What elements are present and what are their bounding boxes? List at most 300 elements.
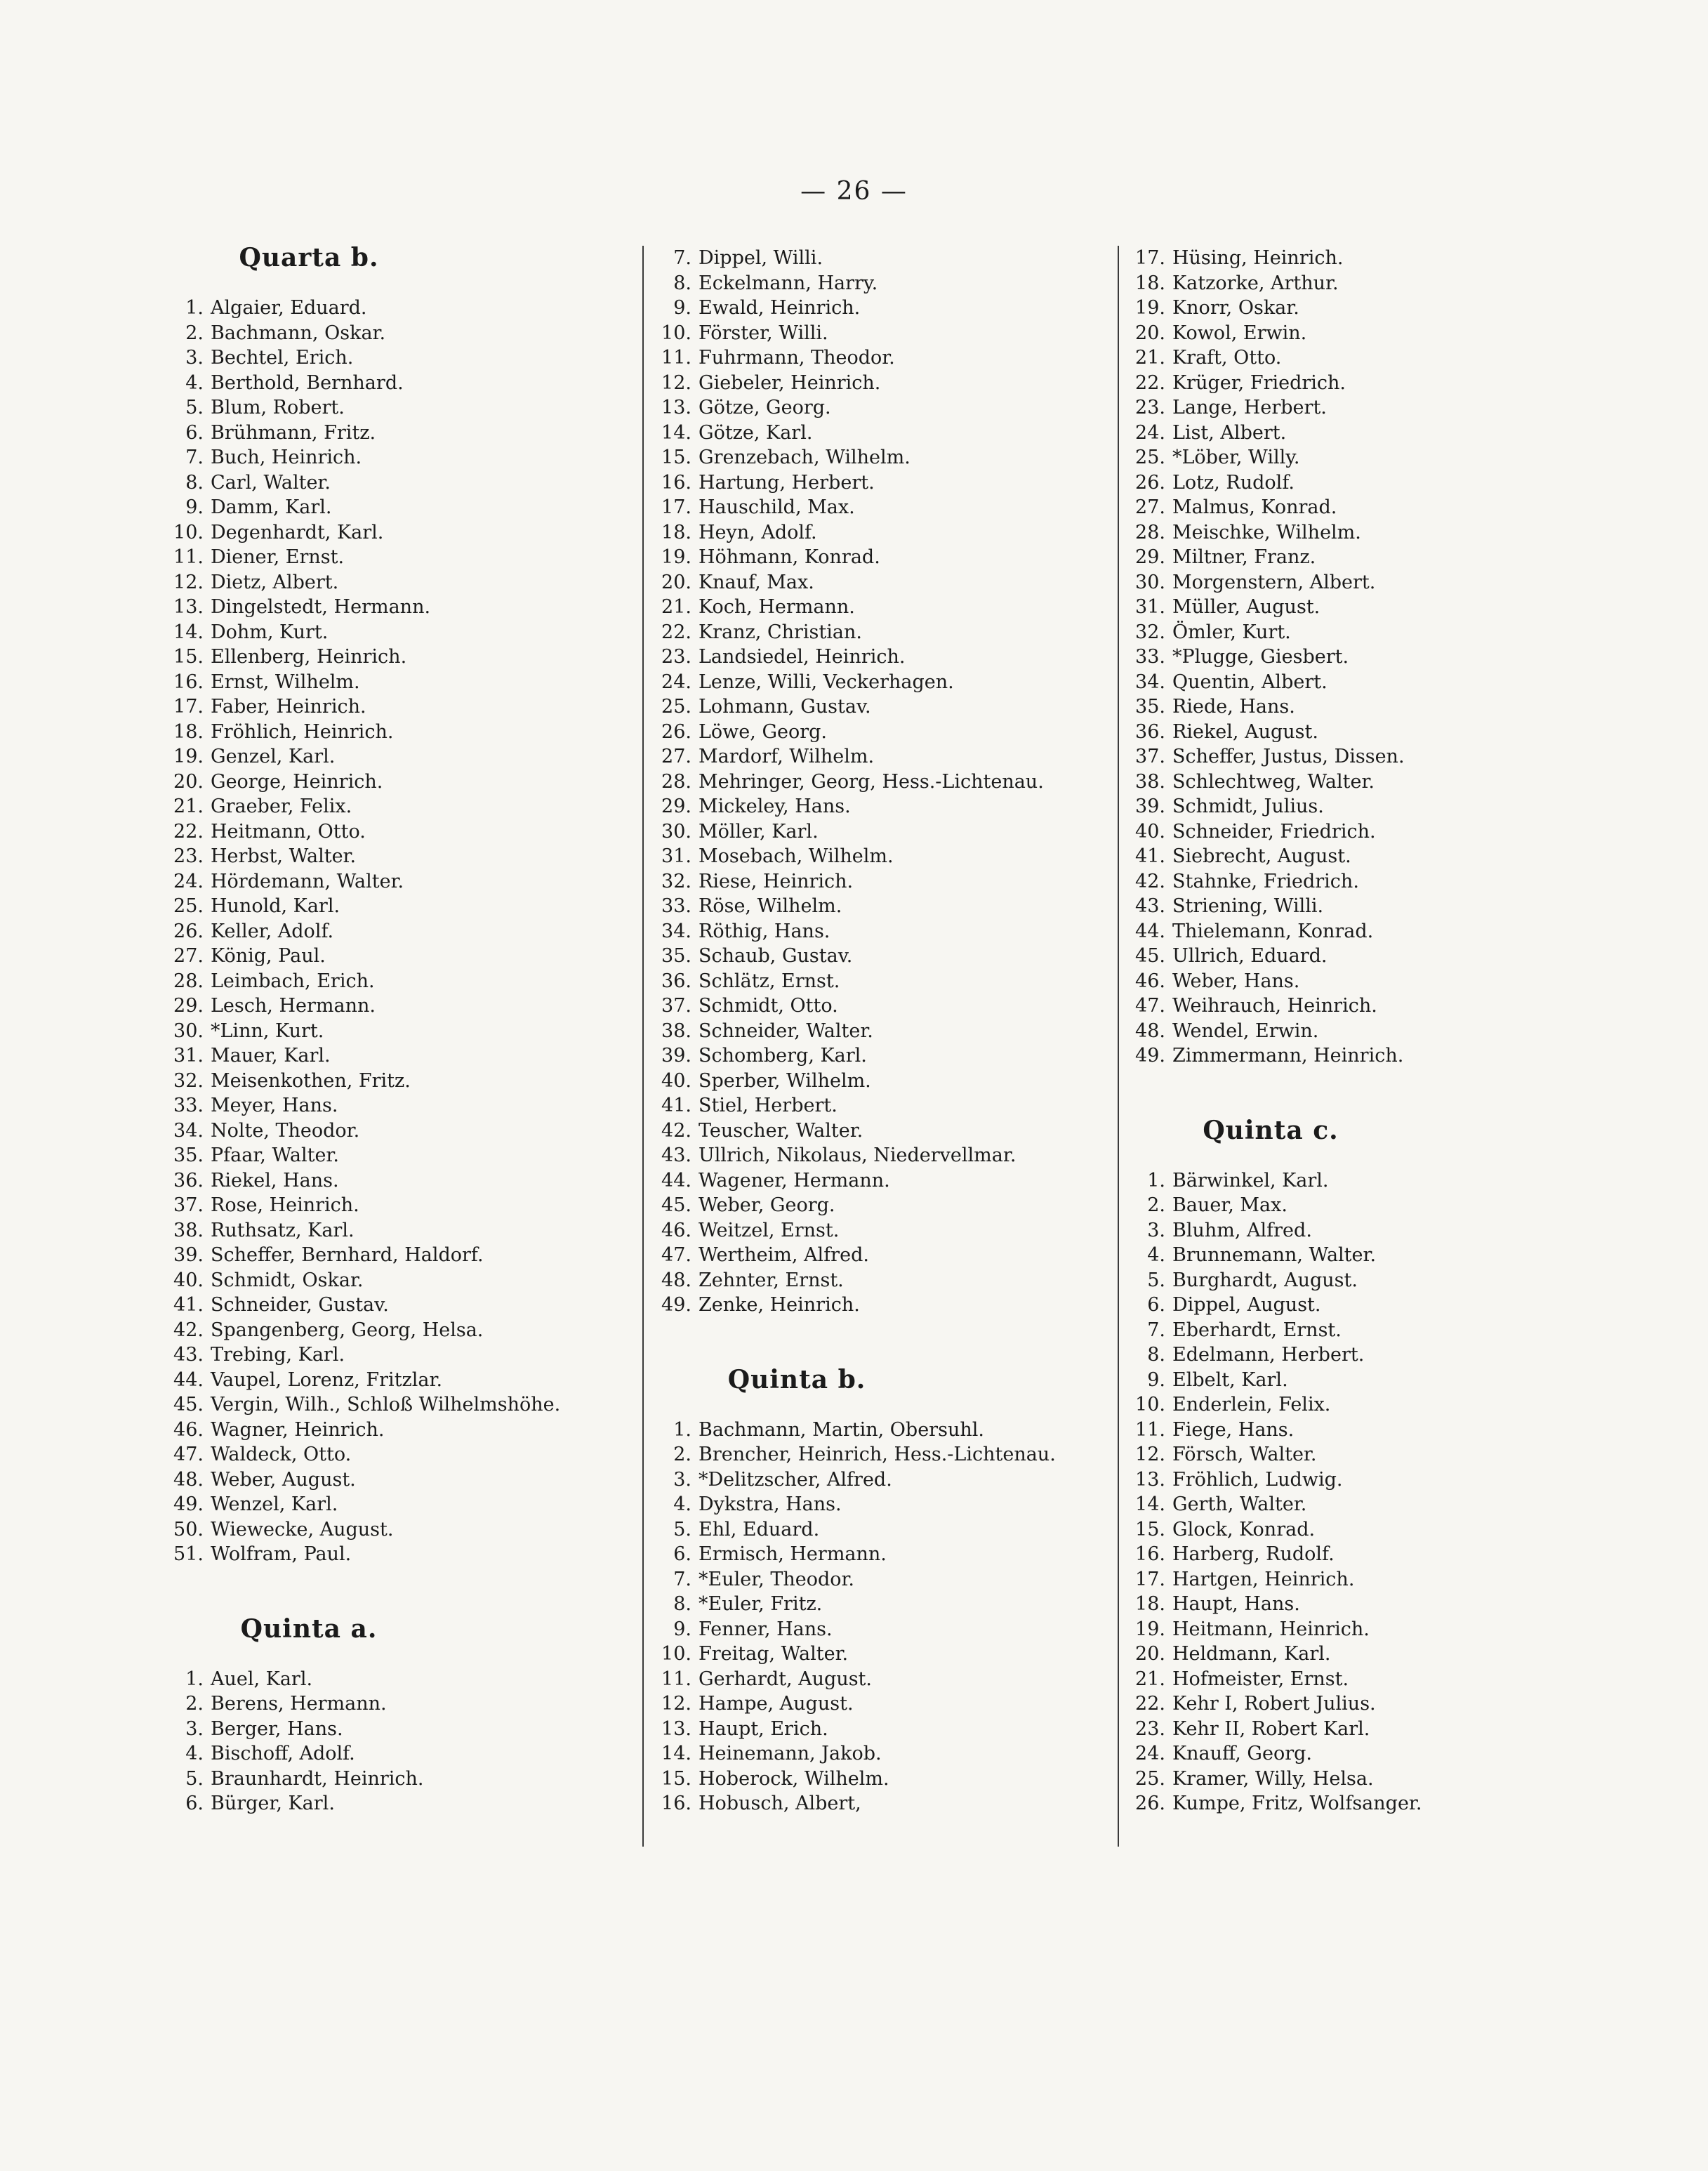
entry-number: 16.	[1135, 1543, 1165, 1565]
entry-number: 32.	[1135, 621, 1165, 643]
entry-name: Hunold, Karl.	[211, 895, 340, 917]
entry-name: Bachmann, Martin, Obersuhl.	[699, 1418, 984, 1441]
entry-number: 23.	[173, 845, 204, 867]
list-item	[147, 495, 653, 520]
entry-name: Lesch, Hermann.	[211, 995, 376, 1017]
list-item	[635, 1691, 1127, 1717]
entry-name: Ellenberg, Heinrich.	[211, 646, 407, 668]
entry-number: 25.	[173, 895, 204, 917]
entry-number: 51.	[173, 1543, 204, 1565]
entry-name: Genzel, Karl.	[211, 746, 336, 767]
entry-name: Braunhardt, Heinrich.	[211, 1767, 424, 1790]
entry-number: 12.	[661, 371, 691, 394]
entry-name: *Delitzscher, Alfred.	[699, 1468, 892, 1491]
list-item	[147, 1442, 653, 1467]
list-item	[635, 844, 1127, 869]
list-item	[635, 1293, 1127, 1318]
entry-number: 22.	[661, 621, 691, 643]
list-item	[147, 1342, 653, 1368]
list-item	[635, 794, 1127, 819]
entry-number: 40.	[661, 1069, 691, 1092]
list-item	[635, 1542, 1127, 1567]
list-item	[635, 570, 1127, 595]
list-item	[147, 445, 653, 470]
entry-number: 43.	[173, 1344, 204, 1366]
list-item	[147, 421, 653, 446]
entry-name: Ruthsatz, Karl.	[211, 1219, 355, 1241]
entry-name: Kowol, Erwin.	[1172, 322, 1307, 344]
entry-name: Koch, Hermann.	[699, 596, 855, 618]
entry-name: Bischoff, Adolf.	[211, 1743, 355, 1764]
list-item	[1109, 1567, 1615, 1592]
entry-number: 1.	[185, 1668, 204, 1690]
list-item	[635, 321, 1127, 346]
entry-number: 36.	[1135, 720, 1165, 743]
list-item	[147, 1268, 653, 1293]
list-item	[147, 645, 653, 670]
list-item	[635, 421, 1127, 446]
entry-number: 10.	[661, 1643, 691, 1665]
list-item	[1109, 595, 1615, 620]
list-item	[1109, 1268, 1615, 1293]
entry-number: 1.	[185, 297, 204, 319]
entry-name: Dohm, Kurt.	[211, 621, 329, 643]
entry-number: 3.	[673, 1468, 691, 1491]
entry-number: 37.	[1135, 746, 1165, 767]
entry-name: Schaub, Gustav.	[699, 945, 853, 967]
entry-name: List, Albert.	[1172, 421, 1287, 444]
entry-name: Kramer, Willy, Helsa.	[1172, 1767, 1374, 1790]
list-item	[147, 345, 653, 371]
entry-number: 47.	[661, 1244, 691, 1266]
entry-name: Meyer, Hans.	[211, 1095, 338, 1116]
entry-name: Harberg, Rudolf.	[1172, 1543, 1335, 1565]
list-item	[147, 1119, 653, 1144]
list-quinta-a-part-2	[635, 246, 1127, 1318]
entry-name: Höhmann, Konrad.	[699, 546, 880, 568]
section-title-quinta-a: Quinta a.	[240, 1614, 378, 1644]
entry-number: 34.	[661, 920, 691, 942]
list-item	[147, 770, 653, 795]
list-item	[635, 670, 1127, 695]
entry-name: Stiel, Herbert.	[699, 1095, 838, 1116]
entry-name: Zenke, Heinrich.	[699, 1294, 860, 1316]
entry-name: Stahnke, Friedrich.	[1172, 870, 1359, 892]
entry-name: Vaupel, Lorenz, Fritzlar.	[211, 1368, 443, 1391]
list-item	[635, 1667, 1127, 1692]
entry-number: 13.	[1135, 1468, 1165, 1491]
entry-number: 17.	[661, 496, 691, 518]
list-item	[147, 994, 653, 1019]
entry-number: 16.	[173, 671, 204, 693]
entry-name: Berger, Hans.	[211, 1717, 343, 1740]
list-item	[147, 1467, 653, 1493]
entry-number: 21.	[661, 596, 691, 618]
entry-name: Zehnter, Ernst.	[699, 1269, 844, 1291]
list-item	[147, 371, 653, 396]
list-item	[147, 744, 653, 770]
list-item	[635, 1717, 1127, 1742]
list-item	[635, 994, 1127, 1019]
list-item	[147, 1418, 653, 1443]
entry-name: Edelmann, Herbert.	[1172, 1344, 1365, 1366]
entry-name: Bauer, Max.	[1172, 1194, 1287, 1216]
list-item	[635, 969, 1127, 994]
list-item	[635, 1617, 1127, 1642]
entry-name: Bärwinkel, Karl.	[1172, 1169, 1329, 1192]
list-item	[635, 1093, 1127, 1119]
entry-number: 24.	[173, 870, 204, 892]
list-item	[1109, 271, 1615, 296]
entry-name: Lenze, Willi, Veckerhagen.	[699, 671, 954, 693]
list-item	[147, 1517, 653, 1543]
entry-number: 6.	[673, 1543, 691, 1565]
entry-name: Hoberock, Wilhelm.	[699, 1767, 889, 1790]
entry-number: 18.	[173, 720, 204, 743]
entry-number: 35.	[661, 945, 691, 967]
list-quinta-b-part-1	[635, 1418, 1127, 1816]
list-item	[1109, 694, 1615, 720]
list-item	[1109, 395, 1615, 421]
entry-name: Wiewecke, August.	[211, 1518, 394, 1540]
list-item	[1109, 1243, 1615, 1268]
entry-number: 46.	[173, 1418, 204, 1441]
entry-name: Kehr I, Robert Julius.	[1172, 1693, 1376, 1715]
entry-name: Fuhrmann, Theodor.	[699, 347, 895, 369]
list-item	[1109, 645, 1615, 670]
entry-name: Schmidt, Julius.	[1172, 796, 1324, 817]
entry-name: Hüsing, Heinrich.	[1172, 247, 1344, 269]
entry-number: 33.	[661, 895, 691, 917]
entry-name: Mosebach, Wilhelm.	[699, 845, 894, 867]
entry-name: Malmus, Konrad.	[1172, 496, 1337, 518]
entry-number: 45.	[661, 1194, 691, 1216]
entry-name: *Linn, Kurt.	[211, 1019, 324, 1042]
list-item	[1109, 1542, 1615, 1567]
entry-number: 15.	[661, 1767, 691, 1790]
entry-name: Dykstra, Hans.	[699, 1493, 842, 1515]
list-item	[147, 1791, 653, 1816]
list-item	[635, 720, 1127, 745]
list-item	[635, 744, 1127, 770]
entry-name: Götze, Georg.	[699, 397, 831, 418]
list-item	[1109, 744, 1615, 770]
list-item	[1109, 1418, 1615, 1443]
entry-name: Schmidt, Oskar.	[211, 1269, 364, 1291]
entry-number: 49.	[661, 1294, 691, 1316]
entry-name: Kumpe, Fritz, Wolfsanger.	[1172, 1793, 1422, 1814]
section-title-quinta-c: Quinta c.	[1203, 1115, 1339, 1145]
entry-name: Scheffer, Bernhard, Haldorf.	[211, 1244, 484, 1266]
entry-number: 20.	[661, 571, 691, 593]
entry-number: 21.	[173, 796, 204, 817]
entry-name: *Euler, Theodor.	[699, 1568, 855, 1590]
entry-name: Gerth, Walter.	[1172, 1493, 1307, 1515]
entry-number: 4.	[185, 371, 204, 394]
list-item	[1109, 296, 1615, 321]
entry-number: 36.	[661, 970, 691, 992]
entry-number: 12.	[661, 1693, 691, 1715]
entry-name: Müller, August.	[1172, 596, 1320, 618]
entry-name: Dippel, Willi.	[699, 247, 823, 269]
entry-number: 20.	[173, 770, 204, 793]
entry-number: 18.	[661, 521, 691, 543]
entry-name: Fröhlich, Heinrich.	[211, 720, 394, 743]
entry-name: Meisenkothen, Fritz.	[211, 1069, 411, 1092]
entry-name: Heyn, Adolf.	[699, 521, 817, 543]
entry-number: 19.	[661, 546, 691, 568]
entry-number: 44.	[173, 1368, 204, 1391]
entry-number: 18.	[1135, 272, 1165, 294]
list-item	[147, 1143, 653, 1168]
entry-name: Ehl, Eduard.	[699, 1518, 820, 1540]
list-item	[1109, 1043, 1615, 1069]
entry-number: 17.	[1135, 1568, 1165, 1590]
entry-name: Faber, Heinrich.	[211, 696, 366, 718]
list-item	[147, 1392, 653, 1418]
entry-name: Ömler, Kurt.	[1172, 621, 1291, 643]
list-item	[1109, 1592, 1615, 1617]
entry-name: Knauf, Max.	[699, 571, 814, 593]
entry-name: Riekel, Hans.	[211, 1169, 339, 1192]
entry-name: Fröhlich, Ludwig.	[1172, 1468, 1343, 1491]
entry-number: 38.	[661, 1019, 691, 1042]
entry-name: Ermisch, Hermann.	[699, 1543, 887, 1565]
list-item	[147, 296, 653, 321]
entry-name: George, Heinrich.	[211, 770, 383, 793]
entry-name: Haupt, Hans.	[1172, 1593, 1300, 1615]
entry-number: 15.	[173, 646, 204, 668]
entry-name: Degenhardt, Karl.	[211, 521, 384, 543]
entry-name: Mardorf, Wilhelm.	[699, 746, 875, 767]
entry-name: Wolfram, Paul.	[211, 1543, 352, 1565]
entry-number: 31.	[173, 1045, 204, 1067]
entry-number: 4.	[1147, 1244, 1165, 1266]
entry-name: Glock, Konrad.	[1172, 1518, 1316, 1540]
entry-number: 33.	[1135, 646, 1165, 668]
entry-name: Meischke, Wilhelm.	[1172, 521, 1361, 543]
list-item	[1109, 1342, 1615, 1368]
entry-number: 37.	[173, 1194, 204, 1216]
entry-name: Haupt, Erich.	[699, 1717, 828, 1740]
list-item	[1109, 470, 1615, 496]
entry-name: Heldmann, Karl.	[1172, 1643, 1331, 1665]
list-item	[147, 1069, 653, 1094]
list-item	[635, 694, 1127, 720]
entry-name: Schneider, Walter.	[699, 1019, 873, 1042]
entry-number: 11.	[1135, 1418, 1165, 1441]
list-item	[635, 595, 1127, 620]
entry-name: *Euler, Fritz.	[699, 1593, 823, 1615]
entry-number: 14.	[173, 621, 204, 643]
entry-name: *Löber, Willy.	[1172, 447, 1300, 468]
list-item	[1109, 1392, 1615, 1418]
entry-number: 17.	[173, 696, 204, 718]
entry-number: 37.	[661, 995, 691, 1017]
list-quinta-c	[1109, 1168, 1615, 1816]
list-item	[147, 1767, 653, 1792]
entry-name: Striening, Willi.	[1172, 895, 1324, 917]
list-item	[1109, 1767, 1615, 1792]
list-item	[147, 1168, 653, 1194]
entry-name: Waldeck, Otto.	[211, 1444, 352, 1465]
entry-name: Giebeler, Heinrich.	[699, 371, 881, 394]
entry-number: 25.	[661, 696, 691, 718]
entry-number: 22.	[1135, 371, 1165, 394]
entry-name: Schneider, Friedrich.	[1172, 820, 1376, 843]
entry-name: Dingelstedt, Hermann.	[211, 596, 431, 618]
entry-number: 30.	[173, 1019, 204, 1042]
entry-number: 18.	[1135, 1593, 1165, 1615]
entry-name: Hördemann, Walter.	[211, 870, 404, 892]
entry-name: Kranz, Christian.	[699, 621, 862, 643]
entry-name: Kehr II, Robert Karl.	[1172, 1717, 1370, 1740]
entry-number: 43.	[661, 1144, 691, 1166]
entry-name: Algaier, Eduard.	[211, 297, 367, 319]
list-item	[147, 1193, 653, 1218]
entry-name: Hobusch, Albert,	[699, 1793, 861, 1814]
entry-name: Quentin, Albert.	[1172, 671, 1328, 693]
entry-name: Nolte, Theodor.	[211, 1119, 360, 1142]
list-item	[635, 944, 1127, 969]
entry-number: 36.	[173, 1169, 204, 1192]
entry-name: Sperber, Wilhelm.	[699, 1069, 871, 1092]
entry-name: Freitag, Walter.	[699, 1643, 849, 1665]
list-item	[147, 720, 653, 745]
entry-number: 32.	[173, 1069, 204, 1092]
entry-number: 15.	[661, 447, 691, 468]
list-item	[635, 545, 1127, 570]
list-item	[147, 1093, 653, 1119]
list-item	[1109, 770, 1615, 795]
entry-number: 24.	[1135, 1743, 1165, 1764]
entry-number: 13.	[173, 596, 204, 618]
list-item	[1109, 570, 1615, 595]
entry-number: 29.	[1135, 546, 1165, 568]
entry-number: 49.	[173, 1493, 204, 1515]
list-item	[635, 345, 1127, 371]
list-item	[1109, 1492, 1615, 1517]
entry-number: 8.	[1147, 1344, 1165, 1366]
list-item	[1109, 1019, 1615, 1044]
entry-name: Eckelmann, Harry.	[699, 272, 878, 294]
list-quinta-a-part-1	[147, 1667, 653, 1816]
list-item	[147, 944, 653, 969]
entry-name: Damm, Karl.	[211, 496, 332, 518]
entry-name: Enderlein, Felix.	[1172, 1394, 1331, 1416]
entry-number: 30.	[1135, 571, 1165, 593]
entry-number: 19.	[1135, 297, 1165, 319]
entry-name: Bluhm, Alfred.	[1172, 1219, 1312, 1241]
entry-number: 15.	[1135, 1518, 1165, 1540]
entry-number: 16.	[661, 471, 691, 494]
entry-name: Weber, August.	[211, 1468, 356, 1491]
entry-number: 21.	[1135, 1668, 1165, 1690]
entry-number: 16.	[661, 1793, 691, 1814]
entry-name: Teuscher, Walter.	[699, 1119, 863, 1142]
list-item	[1109, 1667, 1615, 1692]
entry-name: Hauschild, Max.	[699, 496, 855, 518]
list-item	[635, 1567, 1127, 1592]
entry-number: 35.	[173, 1144, 204, 1166]
list-item	[1109, 1368, 1615, 1393]
entry-number: 25.	[1135, 447, 1165, 468]
entry-name: Wagener, Hermann.	[699, 1169, 890, 1192]
entry-name: Keller, Adolf.	[211, 920, 334, 942]
list-item	[147, 894, 653, 919]
entry-name: König, Paul.	[211, 945, 326, 967]
list-quinta-b-part-2	[1109, 246, 1615, 1069]
list-item	[147, 670, 653, 695]
entry-number: 7.	[1147, 1319, 1165, 1341]
entry-number: 35.	[1135, 696, 1165, 718]
entry-number: 8.	[185, 471, 204, 494]
entry-name: Grenzebach, Wilhelm.	[699, 447, 911, 468]
entry-name: Hofmeister, Ernst.	[1172, 1668, 1349, 1690]
list-item	[147, 321, 653, 346]
list-item	[635, 645, 1127, 670]
entry-name: Mehringer, Georg, Hess.-Lichtenau.	[699, 770, 1044, 793]
entry-name: Heinemann, Jakob.	[699, 1743, 882, 1764]
list-item	[1109, 421, 1615, 446]
entry-number: 33.	[173, 1095, 204, 1116]
entry-name: Hartung, Herbert.	[699, 471, 875, 494]
entry-number: 6.	[185, 1793, 204, 1814]
list-item	[147, 1218, 653, 1243]
entry-name: Ullrich, Eduard.	[1172, 945, 1328, 967]
entry-name: Miltner, Franz.	[1172, 546, 1316, 568]
entry-number: 39.	[661, 1045, 691, 1067]
list-item	[1109, 969, 1615, 994]
entry-name: Pfaar, Walter.	[211, 1144, 339, 1166]
entry-number: 14.	[661, 1743, 691, 1764]
list-item	[1109, 919, 1615, 944]
entry-name: Röthig, Hans.	[699, 920, 830, 942]
list-item	[147, 869, 653, 895]
entry-number: 8.	[673, 1593, 691, 1615]
list-item	[1109, 1218, 1615, 1243]
entry-number: 44.	[1135, 920, 1165, 942]
entry-number: 4.	[185, 1743, 204, 1764]
list-item	[147, 1019, 653, 1044]
list-item	[147, 1368, 653, 1393]
entry-number: 9.	[673, 297, 691, 319]
entry-name: Buch, Heinrich.	[211, 447, 362, 468]
list-item	[147, 1492, 653, 1517]
entry-name: Röse, Wilhelm.	[699, 895, 842, 917]
list-item	[1109, 794, 1615, 819]
entry-number: 4.	[673, 1493, 691, 1515]
list-item	[147, 470, 653, 496]
entry-number: 10.	[173, 521, 204, 543]
entry-number: 20.	[1135, 322, 1165, 344]
list-item	[635, 1642, 1127, 1667]
entry-name: Graeber, Felix.	[211, 796, 352, 817]
list-item	[147, 1691, 653, 1717]
entry-number: 42.	[1135, 870, 1165, 892]
entry-number: 23.	[661, 646, 691, 668]
entry-name: Zimmermann, Heinrich.	[1172, 1045, 1404, 1067]
entry-number: 22.	[1135, 1693, 1165, 1715]
entry-name: Auel, Karl.	[211, 1668, 313, 1690]
entry-number: 12.	[1135, 1444, 1165, 1465]
list-item	[635, 1143, 1127, 1168]
entry-number: 11.	[173, 546, 204, 568]
list-item	[635, 1043, 1127, 1069]
entry-name: Berens, Hermann.	[211, 1693, 387, 1715]
entry-name: Blum, Robert.	[211, 397, 345, 418]
entry-number: 10.	[1135, 1394, 1165, 1416]
